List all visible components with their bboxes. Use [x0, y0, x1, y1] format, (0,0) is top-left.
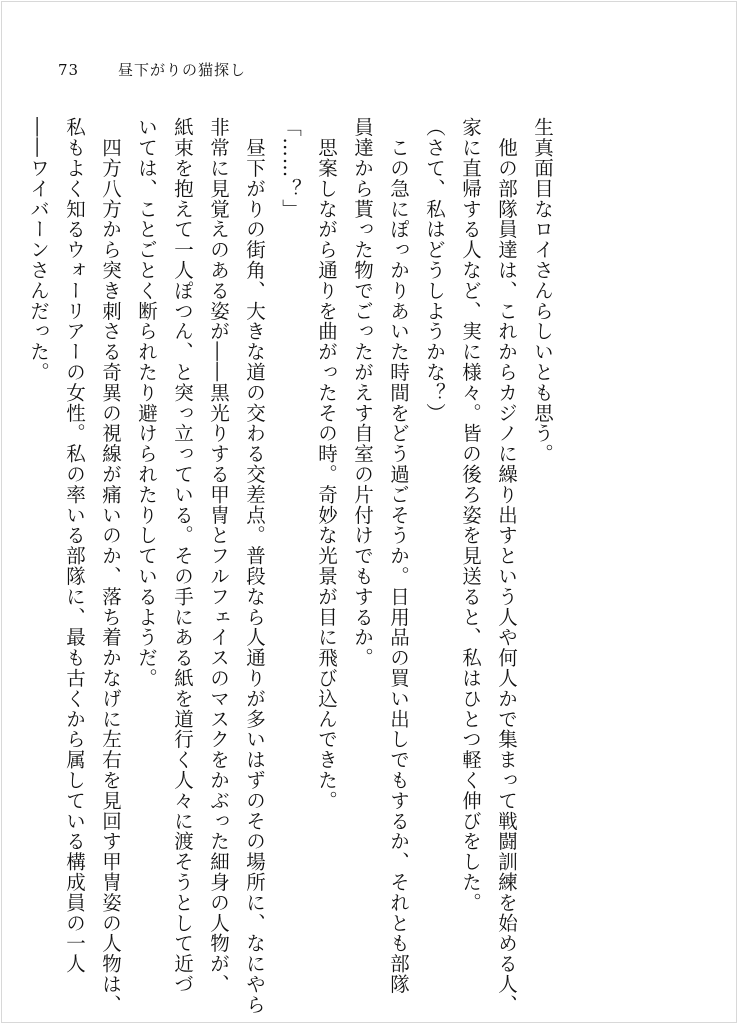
text-line: 他の部隊員達は、これからカジノに繰り出すという人や何人かで集まって戦闘訓練を始める人、 [495, 117, 518, 1015]
text-line: 家に直帰する人など、実に様々。皆の後ろ姿を見送ると、私はひとつ軽く伸びをした。 [459, 117, 482, 913]
text-line: 員達から貰った物でごったがえす自室の片付けでもするか。 [351, 117, 374, 668]
text-line: 「……？」 [279, 117, 302, 219]
page-number: 73 [58, 61, 80, 79]
body-text [27, 117, 560, 1015]
text-line: 昼下がりの街角、大きな道の交わる交差点。普段なら人通りが多いはずのその場所に、なにやら [243, 117, 266, 1015]
text-line: 生真面目なロイさんらしいとも思う。 [531, 117, 554, 464]
text-line: いては、ことごとく断られたり避けられたりしているようだ。 [135, 117, 158, 689]
running-head [58, 59, 246, 80]
text-line: （さて、私はどうしようかな？） [423, 117, 446, 423]
text-line: ――ワイバーンさんだった。 [27, 117, 50, 383]
text-line: この急にぽっかりあいた時間をどう過ごそうか。日用品の買い出しでもするか、それとも部隊 [387, 117, 410, 995]
text-line: 思案しながら通りを曲がったその時。奇妙な光景が目に飛び込んできた。 [315, 117, 338, 811]
text-line: 紙束を抱えて一人ぽつん、と突っ立っている。その手にある紙を道行く人々に渡そうとして近づ [171, 117, 194, 995]
chapter-title: 昼下がりの猫探し [118, 61, 247, 79]
text-line: 私もよく知るウォーリアーの女性。私の率いる部隊に、最も古くから属している構成員の一人 [63, 117, 86, 974]
text-line: 四方八方から突き刺さる奇異の視線が痛いのか、落ち着かなげに左右を見回す甲冑姿の人物は、 [99, 117, 122, 1015]
text-line: 非常に見覚えのある姿が――黒光りする甲冑とフルフェイスのマスクをかぶった細身の人物が、 [207, 117, 230, 995]
